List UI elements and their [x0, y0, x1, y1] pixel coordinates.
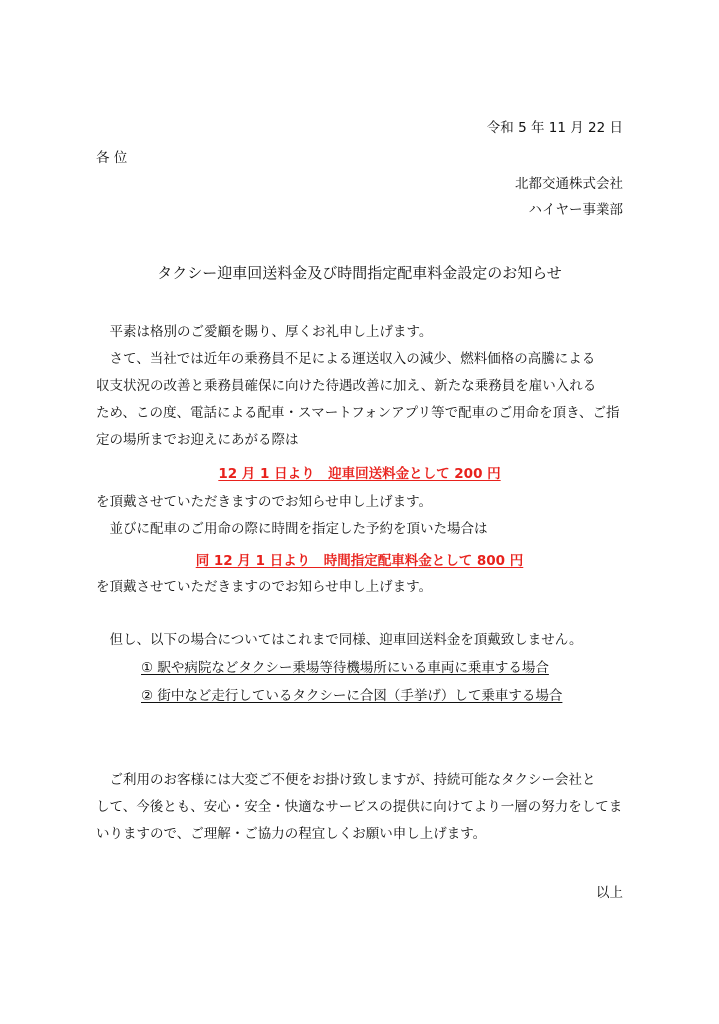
body-line: して、今後とも、安心・安全・快適なサービスの提供に向けてより一層の努力をしてま [96, 799, 623, 815]
exception-item-1 [141, 658, 549, 678]
exception-item-1-text: ① 駅や病院などタクシー乗場等待機場所にいる車両に乗車する場合 [141, 660, 549, 676]
body-line: いりますので、ご理解・ご協力の程宜しくお願い申し上げます。 [96, 826, 487, 842]
body-line: 定の場所までお迎えにあがる際は [96, 432, 299, 448]
reservation-fee-highlight: 同 12 月 1 日より 時間指定配車料金として 800 円 [195, 553, 524, 569]
closing-word: 以上 [596, 885, 623, 901]
body-line: ご利用のお客様には大変ご不便をお掛け致しますが、持続可能なタクシー会社と [96, 772, 596, 788]
body-line: を頂戴させていただきますのでお知らせ申し上げます。 [96, 494, 433, 510]
department-name: ハイヤー事業部 [528, 202, 623, 218]
highlight-row-reservation [0, 551, 719, 571]
highlight-row-pickup [0, 464, 719, 484]
company-name: 北都交通株式会社 [515, 176, 623, 192]
issue-date: 令和 5 年 11 月 22 日 [486, 120, 623, 136]
pickup-fee-highlight: 12 月 1 日より 迎車回送料金として 200 円 [218, 466, 501, 482]
exception-intro: 但し、以下の場合についてはこれまで同様、迎車回送料金を頂戴致しません。 [96, 632, 583, 648]
body-line: 収支状況の改善と乗務員確保に向けた待遇改善に加え、新たな乗務員を雇い入れる [96, 378, 597, 394]
body-line: ため、この度、電話による配車・スマートフォンアプリ等で配車のご用命を頂き、ご指 [96, 405, 620, 421]
body-line: 並びに配車のご用命の際に時間を指定した予約を頂いた場合は [96, 521, 488, 537]
addressee: 各 位 [96, 150, 128, 166]
document-title: タクシー迎車回送料金及び時間指定配車料金設定のお知らせ [157, 264, 562, 282]
exception-item-2 [141, 686, 562, 706]
exception-item-2-text: ② 街中など走行しているタクシーに合図（手挙げ）して乗車する場合 [141, 688, 563, 704]
greeting-paragraph: 平素は格別のご愛顧を賜り、厚くお礼申し上げます。 [96, 324, 433, 340]
body-line: を頂戴させていただきますのでお知らせ申し上げます。 [96, 579, 433, 595]
body-line: さて、当社では近年の乗務員不足による運送収入の減少、燃料価格の高騰による [96, 351, 596, 367]
